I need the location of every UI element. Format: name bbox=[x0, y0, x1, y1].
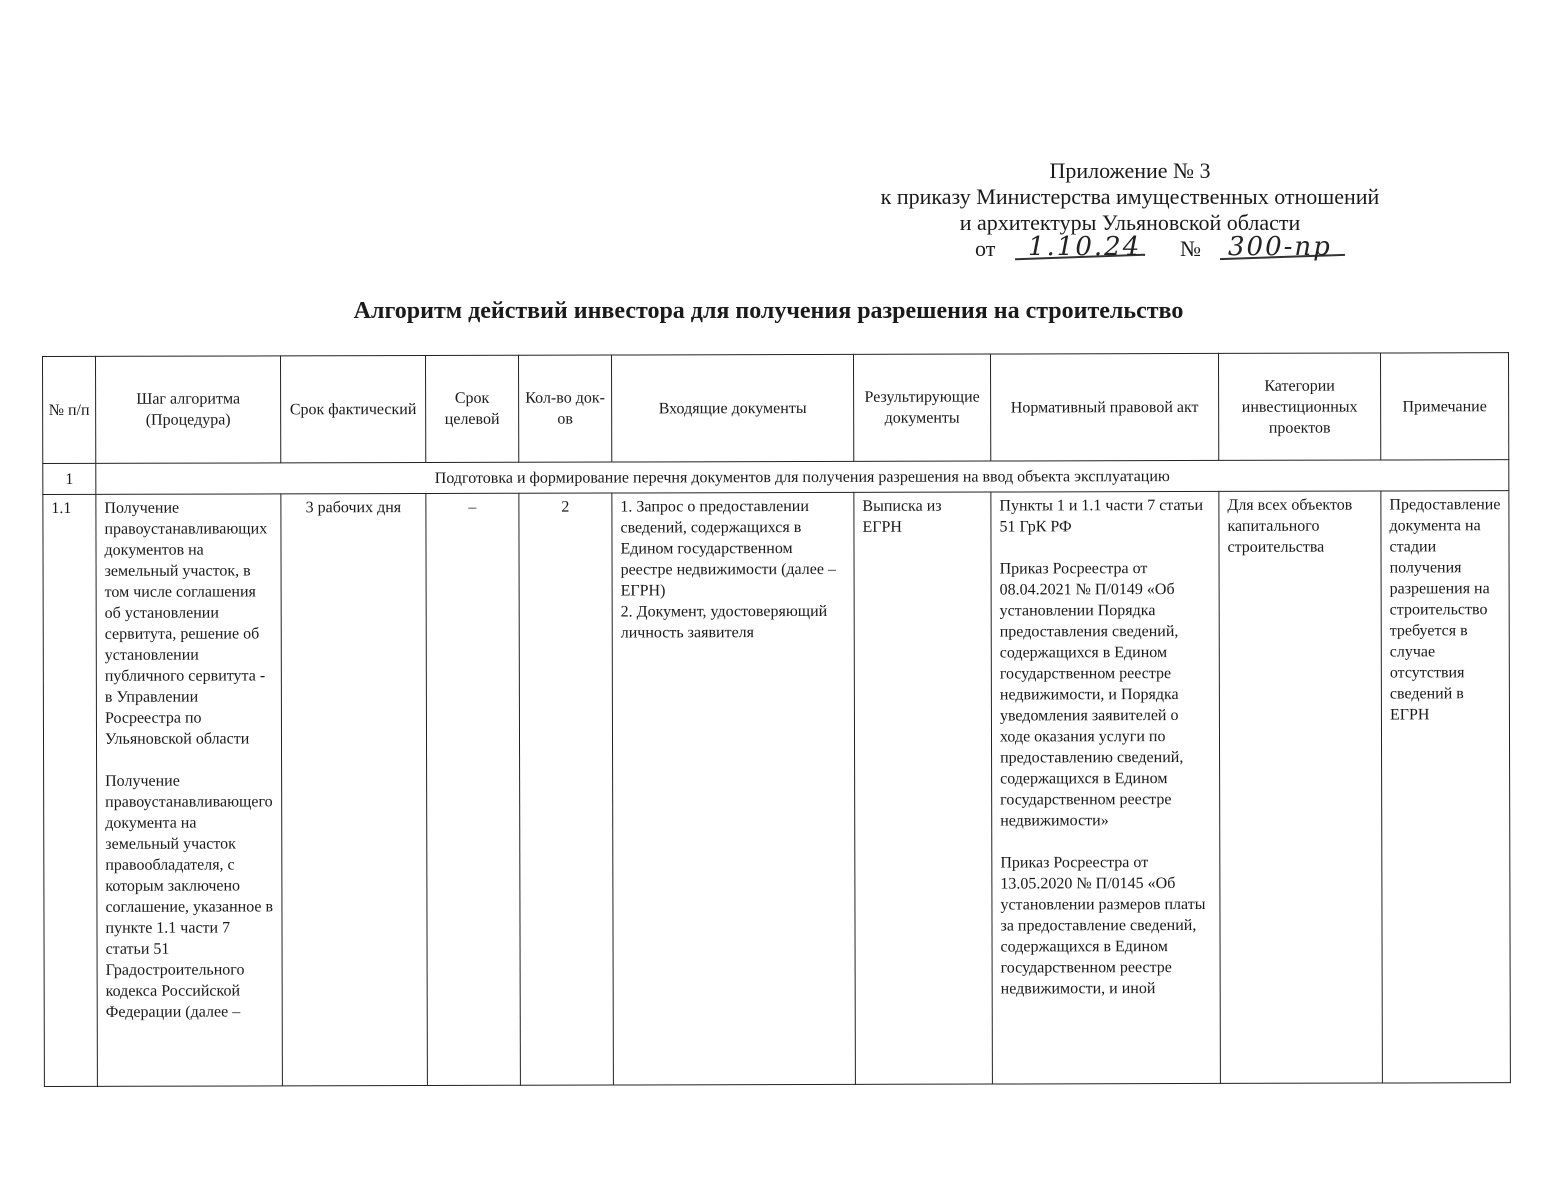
row-result-docs: Выписка из ЕГРН bbox=[854, 492, 993, 1084]
col-header-input-docs: Входящие документы bbox=[611, 354, 853, 462]
col-header-term-actual: Срок фактический bbox=[281, 355, 426, 462]
date-prefix: от bbox=[975, 236, 996, 261]
document-title bbox=[0, 298, 1553, 325]
appendix-header bbox=[800, 158, 1460, 266]
col-header-doc-count: Кол-во док-ов bbox=[518, 355, 611, 462]
section-title: Подготовка и формирование перечня документов для получения разрешения на ввод объекта эксплуатацию bbox=[96, 460, 1509, 495]
col-header-term-target: Срок целевой bbox=[426, 355, 519, 462]
appendix-line-1: Приложение № 3 bbox=[1049, 158, 1211, 183]
appendix-line-3: и архитектуры Ульяновской области bbox=[959, 210, 1301, 235]
row-legal-act: Пункты 1 и 1.1 части 7 статьи 51 ГрК РФ Приказ Росреестра от 08.04.2021 № П/0149 «Об установлении Порядка предоставления сведений, содержащихся в Едином государственном реестре недвижимости, и Порядка уведомления заявителей о ходе оказания услуги по предоставлению сведений, содержащихся в Едином государственном реестре недвижимости» Приказ Росреестра от 13.05.2020 № П/0145 «Об установлении размеров платы за предоставление сведений, содержащихся в Едином государственном реестре недвижимости, и иной bbox=[991, 491, 1221, 1084]
document-title-text: Алгоритм действий инвестора для получения разрешения на строительство bbox=[353, 298, 1184, 324]
row-doc-count: 2 bbox=[519, 493, 614, 1085]
algorithm-table bbox=[42, 352, 1511, 1087]
col-header-number: № п/п bbox=[43, 356, 96, 463]
col-header-result-docs: Результирующие документы bbox=[853, 354, 990, 461]
row-term-actual: 3 рабочих дня bbox=[281, 493, 428, 1085]
row-input-docs: 1. Запрос о предоставлении сведений, содержащихся в Едином государственном реестре недвижимости (далее – ЕГРН) 2. Документ, удостоверяющий личность заявителя bbox=[612, 492, 856, 1085]
appendix-line-2: к приказу Министерства имущественных отношений bbox=[880, 184, 1380, 209]
row-categories: Для всех объектов капитального строительства bbox=[1219, 491, 1383, 1083]
row-term-target: – bbox=[426, 493, 521, 1085]
table-header-row bbox=[43, 353, 1509, 464]
col-header-note: Примечание bbox=[1380, 353, 1508, 460]
col-header-step: Шаг алгоритма (Процедура) bbox=[96, 356, 281, 463]
handwritten-date: 1.10.24 bbox=[1028, 232, 1142, 262]
table-row bbox=[43, 491, 1511, 1087]
row-number: 1.1 bbox=[43, 494, 98, 1086]
table-section-row bbox=[43, 460, 1509, 495]
handwritten-number: 300-пр bbox=[1228, 232, 1332, 262]
appendix-date-line bbox=[800, 232, 1460, 266]
col-header-categories: Категории инвестиционных проектов bbox=[1218, 353, 1380, 460]
number-prefix: № bbox=[1180, 236, 1201, 261]
row-note: Предоставление документа на стадии получения разрешения на строительство требуется в случае отсутствия сведений в ЕГРН bbox=[1381, 491, 1511, 1083]
row-step: Получение правоустанавливающих документов на земельный участок, в том числе соглашения об установлении сервитута, решение об установлении публичного сервитута - в Управлении Росреестра по Ульяновской области Получение правоустанавливающего документа на земельный участок правообладателя, с которым заключено соглашение, указанное в пункте 1.1 части 7 статьи 51 Градостроительного кодекса Российской Федерации (далее – bbox=[96, 494, 283, 1086]
col-header-legal-act: Нормативный правовой акт bbox=[990, 353, 1218, 461]
section-number: 1 bbox=[43, 463, 96, 494]
